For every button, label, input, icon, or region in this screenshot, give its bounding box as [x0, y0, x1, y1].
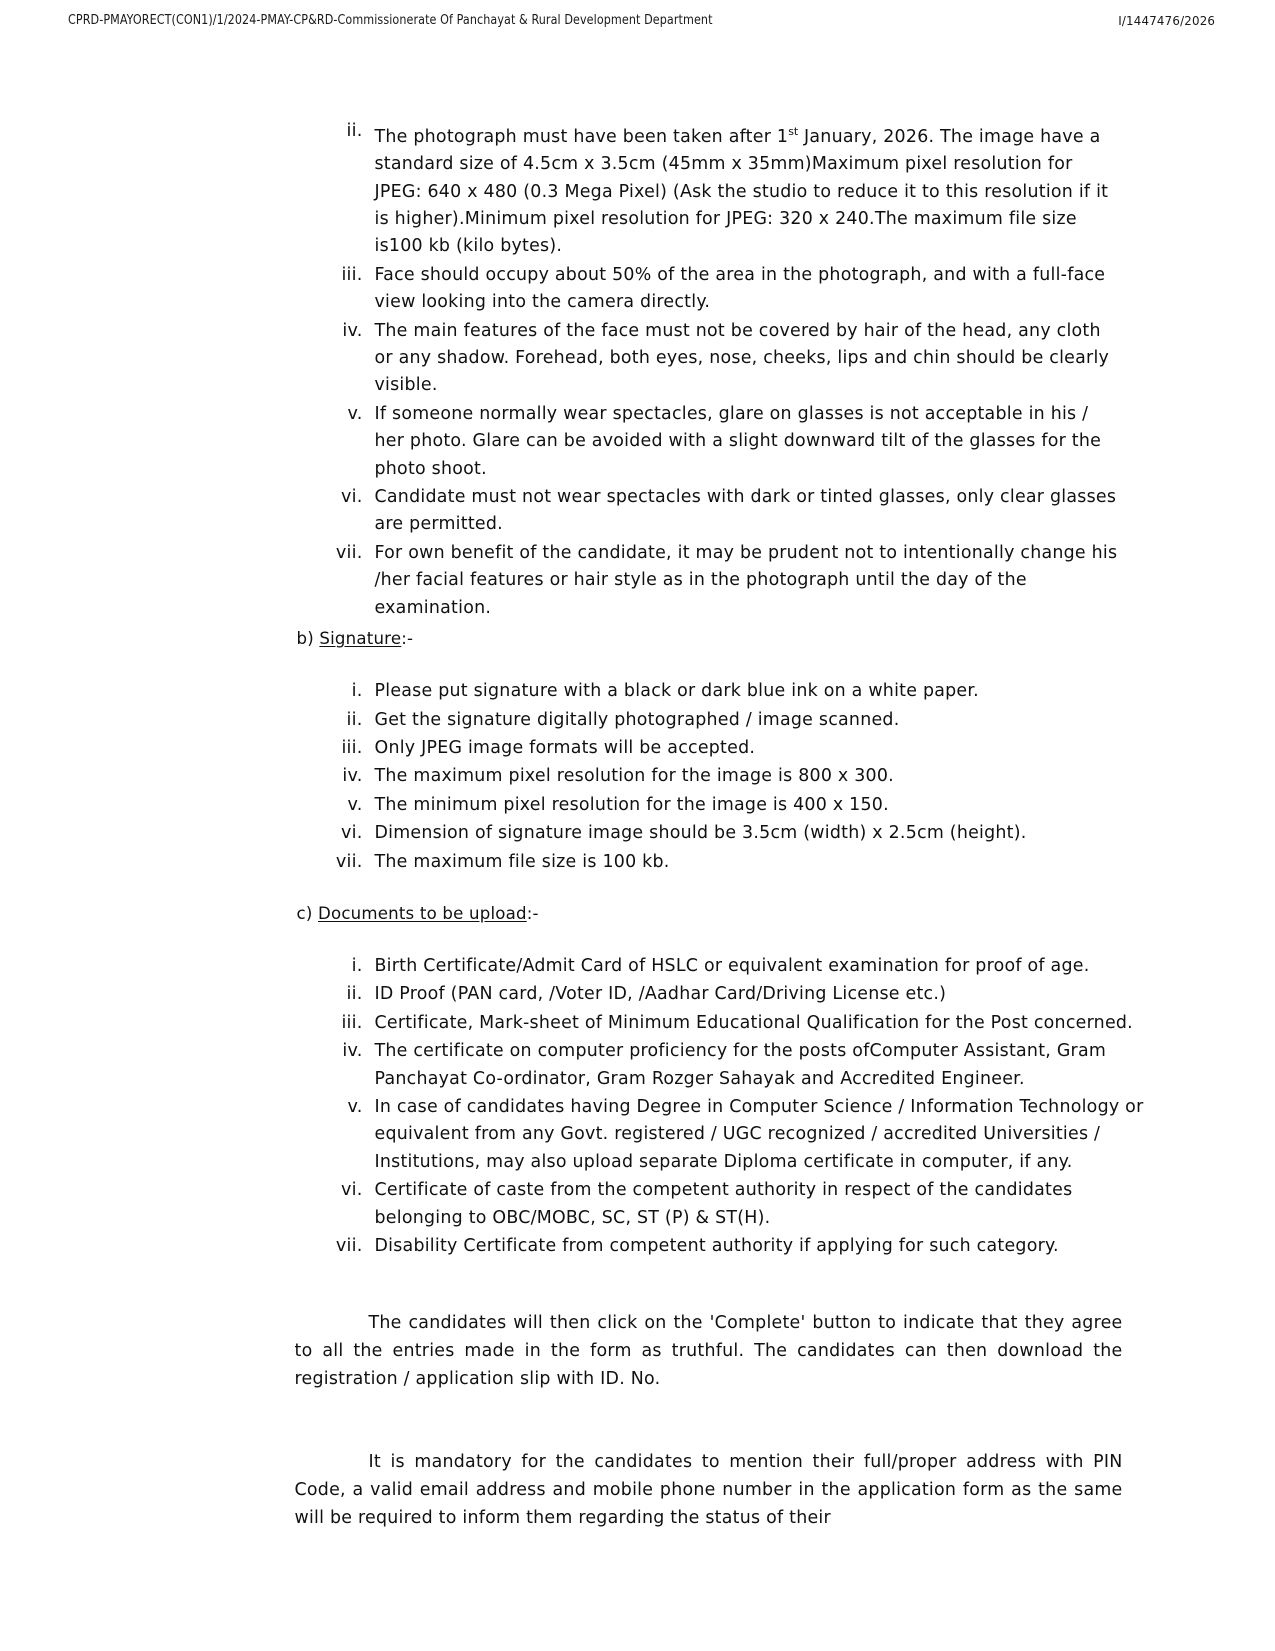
list-marker: vii.: [335, 851, 363, 872]
list-item-text: Only JPEG image formats will be accepted.: [374, 737, 756, 758]
list-marker: vii.: [335, 542, 363, 563]
list-item-text: Dimension of signature image should be 3.5cm (width) x 2.5cm (height).: [374, 823, 1027, 844]
photo-item-text-after: January, 2026. The image have a standard size of 4.5cm x 3.5cm (45mm x 35mm)Maximum pixel resolution for JPEG: 640 x 480 (0.3 Mega Pixel) (Ask the studio to reduce it to this resolution if it is higher).Minimum pixel resolution for JPEG: 320 x 240.The maximum file size is100 kb (kilo bytes).: [374, 126, 1109, 257]
spacer: [319, 1261, 1149, 1291]
photograph-requirements-list: [319, 118, 1119, 622]
document-body: [0, 118, 1275, 1549]
section-title-signature: Signature: [319, 629, 402, 649]
list-marker: iii.: [341, 264, 363, 285]
ordinal-suffix: st: [788, 125, 799, 138]
list-item-text: The minimum pixel resolution for the image is 400 x 150.: [374, 794, 889, 815]
list-marker: vii.: [335, 1236, 363, 1257]
list-item: [319, 118, 1119, 261]
list-item: [319, 262, 1119, 317]
list-item-text: Face should occupy about 50% of the area in the photograph, and with a full-face view looking into the camera directly.: [374, 264, 1106, 313]
list-item-text: Candidate must not wear spectacles with dark or tinted glasses, only clear glasses are permitted.: [374, 487, 1117, 535]
list-item-text: Disability Certificate from competent authority if applying for such category.: [374, 1236, 1059, 1257]
list-marker: i.: [351, 955, 363, 976]
list-item: [319, 820, 1109, 847]
list-item: [319, 1010, 1147, 1037]
list-marker: v.: [347, 794, 363, 815]
list-marker: iii.: [341, 1012, 363, 1033]
spacer: [319, 652, 1149, 678]
list-marker: ii.: [346, 121, 363, 141]
list-item-text: Please put signature with a black or dark blue ink on a white paper.: [374, 681, 979, 702]
list-item-text: If someone normally wear spectacles, glare on glasses is not acceptable in his / her photo. Glare can be avoided with a slight downward tilt of the glasses for the photo shoot.: [374, 403, 1102, 479]
list-item: [319, 540, 1119, 622]
documents-section-heading: [297, 901, 1149, 927]
closing-paragraph-address-mandate: [295, 1448, 1123, 1532]
list-item-text: [375, 118, 1119, 261]
list-marker: i.: [351, 681, 363, 702]
list-marker: vi.: [341, 823, 363, 844]
spacer: [319, 927, 1149, 953]
list-marker: vi.: [341, 487, 363, 508]
documents-to-upload-list: [319, 953, 1147, 1260]
list-marker: vi.: [341, 1180, 363, 1201]
list-marker: iv.: [342, 1041, 363, 1062]
list-item: [319, 707, 1109, 734]
list-item-text: In case of candidates having Degree in Computer Science / Information Technology or equivalent from any Govt. registered / UGC recognized / accredited Universities / Institutions, may also upload separate Diploma certificate in computer, if any.: [374, 1096, 1144, 1172]
list-item: [319, 484, 1119, 539]
list-item: [319, 735, 1109, 762]
list-item-text: The maximum pixel resolution for the image is 800 x 300.: [374, 766, 894, 787]
list-marker: iv.: [342, 320, 363, 341]
list-marker: ii.: [346, 984, 363, 1005]
signature-section-heading: [297, 626, 1149, 652]
list-marker: iii.: [341, 737, 363, 758]
list-item-text: The main features of the face must not be covered by hair of the head, any cloth or any shadow. Forehead, both eyes, nose, cheeks, lips and chin should be clearly visible.: [374, 320, 1110, 396]
list-item: [319, 981, 1147, 1008]
list-marker: iv.: [342, 766, 363, 787]
list-item: [319, 1094, 1147, 1176]
spacer: [319, 1410, 1149, 1430]
list-item-text: For own benefit of the candidate, it may be prudent not to intentionally change his /her facial features or hair style as in the photograph until the day of the examination.: [374, 542, 1118, 618]
list-item: [319, 401, 1119, 483]
list-item-text: The certificate on computer proficiency for the posts ofComputer Assistant, Gram Panchayat Co-ordinator, Gram Rozger Sahayak and Accredited Engineer.: [374, 1041, 1107, 1089]
list-item: [319, 678, 1109, 705]
list-marker: v.: [347, 1096, 363, 1117]
header-document-id: I/1447476/2026: [1118, 12, 1215, 28]
list-item-text: The maximum file size is 100 kb.: [374, 851, 670, 872]
list-item: [319, 849, 1109, 876]
photo-item-text-before: The photograph must have been taken after 1: [374, 126, 789, 147]
header-file-reference: CPRD-PMAYORECT(CON1)/1/2024-PMAY-CP&RD-Commissionerate Of Panchayat & Rural Development Department: [68, 12, 713, 28]
closing-paragraph-complete-button: [295, 1309, 1123, 1393]
section-suffix: :-: [401, 629, 414, 649]
list-item: [319, 763, 1109, 790]
section-title-documents: Documents to be upload: [317, 903, 527, 923]
section-suffix: :-: [526, 903, 539, 923]
spacer: [319, 877, 1149, 897]
section-label-b: b): [296, 629, 320, 649]
list-item: [319, 1177, 1147, 1232]
list-item-text: Certificate of caste from the competent authority in respect of the candidates belonging to OBC/MOBC, SC, ST (P) & ST(H).: [374, 1180, 1073, 1228]
closing-paragraph-1-text: The candidates will then click on the 'Complete' button to indicate that they agree to all the entries made in the form as truthful. The candidates can then download the registration / application slip with ID. No.: [294, 1312, 1123, 1389]
list-item-text: Get the signature digitally photographed / image scanned.: [374, 709, 900, 730]
list-marker: ii.: [346, 709, 363, 730]
list-item: [319, 1233, 1147, 1260]
list-item: [319, 1038, 1147, 1093]
list-item: [319, 318, 1119, 400]
list-marker: v.: [347, 403, 363, 424]
list-item-text: Certificate, Mark-sheet of Minimum Educational Qualification for the Post concerned.: [374, 1012, 1133, 1033]
list-item-text: Birth Certificate/Admit Card of HSLC or equivalent examination for proof of age.: [374, 955, 1090, 976]
content-column: [127, 118, 1149, 1532]
list-item-text: ID Proof (PAN card, /Voter ID, /Aadhar Card/Driving License etc.): [374, 984, 947, 1005]
section-label-c: c): [296, 903, 318, 923]
signature-requirements-list: [319, 678, 1109, 876]
list-item: [319, 953, 1147, 980]
page-header: [0, 0, 1275, 34]
closing-paragraph-2-text: It is mandatory for the candidates to mention their full/proper address with PIN Code, a valid email address and mobile phone number in the application form as the same will be required to inform them regarding the status of their: [294, 1451, 1123, 1528]
list-item: [319, 792, 1109, 819]
